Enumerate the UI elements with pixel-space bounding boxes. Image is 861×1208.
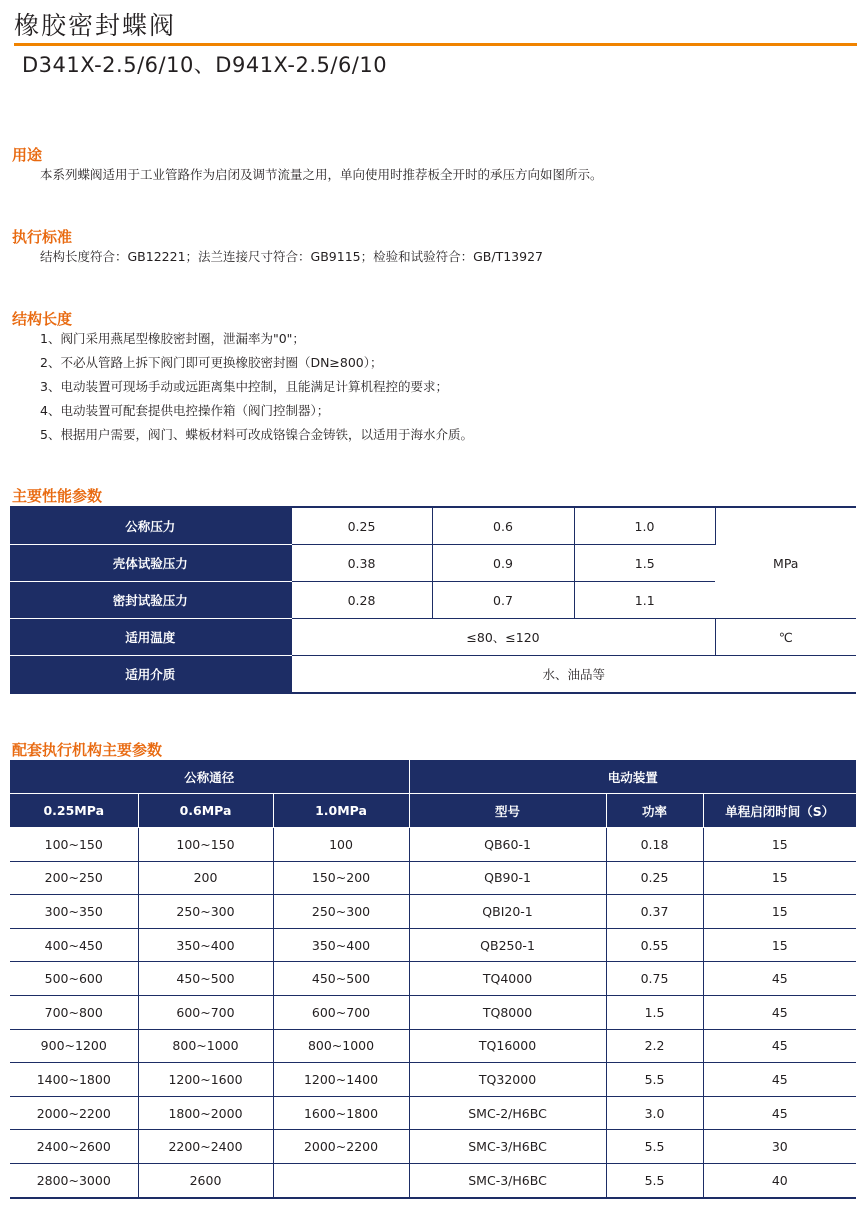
table-cell: 1200~1400	[273, 1063, 409, 1097]
table-cell: 250~300	[273, 895, 409, 929]
table-cell: 600~700	[273, 995, 409, 1029]
row-label: 适用温度	[10, 619, 291, 656]
table-cell: 0.75	[606, 962, 703, 996]
group-header-electric-device: 电动装置	[409, 760, 856, 794]
table-cell: 45	[703, 1096, 856, 1130]
table-cell: 2.2	[606, 1029, 703, 1063]
table-row	[10, 928, 856, 962]
table-cell: 2000~2200	[273, 1130, 409, 1164]
table-header-row	[10, 760, 856, 794]
table-cell: 5.5	[606, 1130, 703, 1164]
table-cell: 0.18	[606, 828, 703, 862]
table-cell: 700~800	[10, 995, 138, 1029]
table-cell: QB250-1	[409, 928, 606, 962]
medium-value: 水、油品等	[542, 667, 605, 682]
table-cell: 1600~1800	[273, 1096, 409, 1130]
table-cell: 0.25	[606, 861, 703, 895]
table-row	[10, 828, 856, 862]
table-row	[10, 1063, 856, 1097]
table-cell: 2800~3000	[10, 1163, 138, 1197]
table-cell: 0.28	[291, 582, 432, 619]
table-cell: 0.37	[606, 895, 703, 929]
performance-table	[10, 506, 856, 694]
table-cell: 1200~1600	[138, 1063, 273, 1097]
table-row	[10, 962, 856, 996]
table-cell: 0.55	[606, 928, 703, 962]
table-cell: 1.0	[574, 507, 715, 545]
table-cell: 5.5	[606, 1163, 703, 1197]
row-label: 密封试验压力	[10, 582, 291, 619]
structure-item: 1、阀门采用燕尾型橡胶密封圈，泄漏率为"0"；	[40, 331, 305, 346]
temperature-unit: ℃	[715, 619, 856, 656]
table-cell: 150~200	[273, 861, 409, 895]
table-cell: 100~150	[10, 828, 138, 862]
pressure-unit: MPa	[715, 507, 856, 619]
structure-item: 5、根据用户需要，阀门、蝶板材料可改成铬镍合金铸铁，以适用于海水介质。	[40, 427, 473, 442]
table-row	[10, 1096, 856, 1130]
performance-heading: 主要性能参数	[12, 487, 103, 505]
table-cell: 450~500	[273, 962, 409, 996]
table-cell: 30	[703, 1130, 856, 1164]
structure-heading: 结构长度	[12, 310, 73, 328]
table-cell: 400~450	[10, 928, 138, 962]
table-cell: QBI20-1	[409, 895, 606, 929]
column-header: 1.0MPa	[273, 794, 409, 828]
table-cell: 2600	[138, 1163, 273, 1197]
column-header: 0.6MPa	[138, 794, 273, 828]
table-row	[10, 619, 856, 656]
standard-text: 结构长度符合：GB12221；法兰连接尺寸符合：GB9115；检验和试验符合：GB/T13927	[40, 249, 543, 264]
actuator-heading: 配套执行机构主要参数	[12, 741, 163, 759]
table-cell: 2400~2600	[10, 1130, 138, 1164]
actuator-table	[10, 760, 856, 1199]
table-cell: SMC-2/H6BC	[409, 1096, 606, 1130]
row-label: 壳体试验压力	[10, 545, 291, 582]
table-cell: 1.5	[606, 995, 703, 1029]
temperature-value: ≤80、≤120	[291, 619, 715, 656]
table-cell: 500~600	[10, 962, 138, 996]
table-cell: 0.25	[291, 507, 432, 545]
usage-heading: 用途	[12, 146, 43, 164]
title-divider	[14, 43, 857, 46]
table-cell: 0.6	[432, 507, 574, 545]
table-cell: SMC-3/H6BC	[409, 1163, 606, 1197]
table-cell	[273, 1163, 409, 1197]
column-header: 功率	[606, 794, 703, 828]
table-cell: 1.5	[574, 545, 715, 582]
table-cell: 40	[703, 1163, 856, 1197]
table-cell: 45	[703, 1063, 856, 1097]
row-label: 适用介质	[10, 656, 291, 694]
table-cell: 45	[703, 962, 856, 996]
table-row	[10, 1130, 856, 1164]
table-cell: QB90-1	[409, 861, 606, 895]
usage-text: 本系列蝶阀适用于工业管路作为启闭及调节流量之用，单向使用时推荐板全开时的承压方向如图所示。	[40, 167, 603, 182]
table-cell: 800~1000	[138, 1029, 273, 1063]
table-cell: 45	[703, 1029, 856, 1063]
table-cell: 0.7	[432, 582, 574, 619]
group-header-nominal-diameter: 公称通径	[10, 760, 409, 794]
table-cell: 300~350	[10, 895, 138, 929]
table-cell: 15	[703, 861, 856, 895]
table-cell: 3.0	[606, 1096, 703, 1130]
standard-heading: 执行标准	[12, 228, 73, 246]
table-cell: 200~250	[10, 861, 138, 895]
table-cell: TQ8000	[409, 995, 606, 1029]
table-cell: 15	[703, 928, 856, 962]
table-cell: 350~400	[138, 928, 273, 962]
page-title: 橡胶密封蝶阀	[14, 11, 177, 40]
table-row	[10, 895, 856, 929]
table-cell: 0.9	[432, 545, 574, 582]
structure-item: 4、电动装置可配套提供电控操作箱（阀门控制器）；	[40, 403, 330, 418]
table-cell: 900~1200	[10, 1029, 138, 1063]
table-cell: 2000~2200	[10, 1096, 138, 1130]
table-cell: 0.38	[291, 545, 432, 582]
table-cell: 5.5	[606, 1063, 703, 1097]
table-cell: TQ32000	[409, 1063, 606, 1097]
structure-item: 3、电动装置可现场手动或远距离集中控制，且能满足计算机程控的要求；	[40, 379, 448, 394]
table-cell: 45	[703, 995, 856, 1029]
table-cell: 2200~2400	[138, 1130, 273, 1164]
table-cell: 350~400	[273, 928, 409, 962]
table-cell: 600~700	[138, 995, 273, 1029]
table-row	[10, 1163, 856, 1197]
table-cell: 15	[703, 895, 856, 929]
table-row	[10, 861, 856, 895]
column-header: 0.25MPa	[10, 794, 138, 828]
actuator-table-body	[10, 828, 856, 1198]
column-header: 型号	[409, 794, 606, 828]
column-header: 单程启闭时间（S）	[703, 794, 856, 828]
table-cell: 1800~2000	[138, 1096, 273, 1130]
table-cell: 250~300	[138, 895, 273, 929]
table-row	[10, 995, 856, 1029]
table-cell: 450~500	[138, 962, 273, 996]
table-row	[10, 507, 856, 545]
table-cell: 100~150	[138, 828, 273, 862]
row-label: 公称压力	[10, 507, 291, 545]
table-cell: TQ16000	[409, 1029, 606, 1063]
model-number: D341X-2.5/6/10、D941X-2.5/6/10	[22, 53, 388, 77]
table-cell: 800~1000	[273, 1029, 409, 1063]
table-cell: 1.1	[574, 582, 715, 619]
structure-item: 2、不必从管路上拆下阀门即可更换橡胶密封圈（DN≥800）；	[40, 355, 383, 370]
table-header-row	[10, 794, 856, 828]
table-row	[10, 656, 856, 694]
table-cell: SMC-3/H6BC	[409, 1130, 606, 1164]
table-cell: 200	[138, 861, 273, 895]
table-row	[10, 1029, 856, 1063]
table-cell: QB60-1	[409, 828, 606, 862]
table-cell: 100	[273, 828, 409, 862]
table-cell: 1400~1800	[10, 1063, 138, 1097]
table-cell: 15	[703, 828, 856, 862]
table-cell: TQ4000	[409, 962, 606, 996]
